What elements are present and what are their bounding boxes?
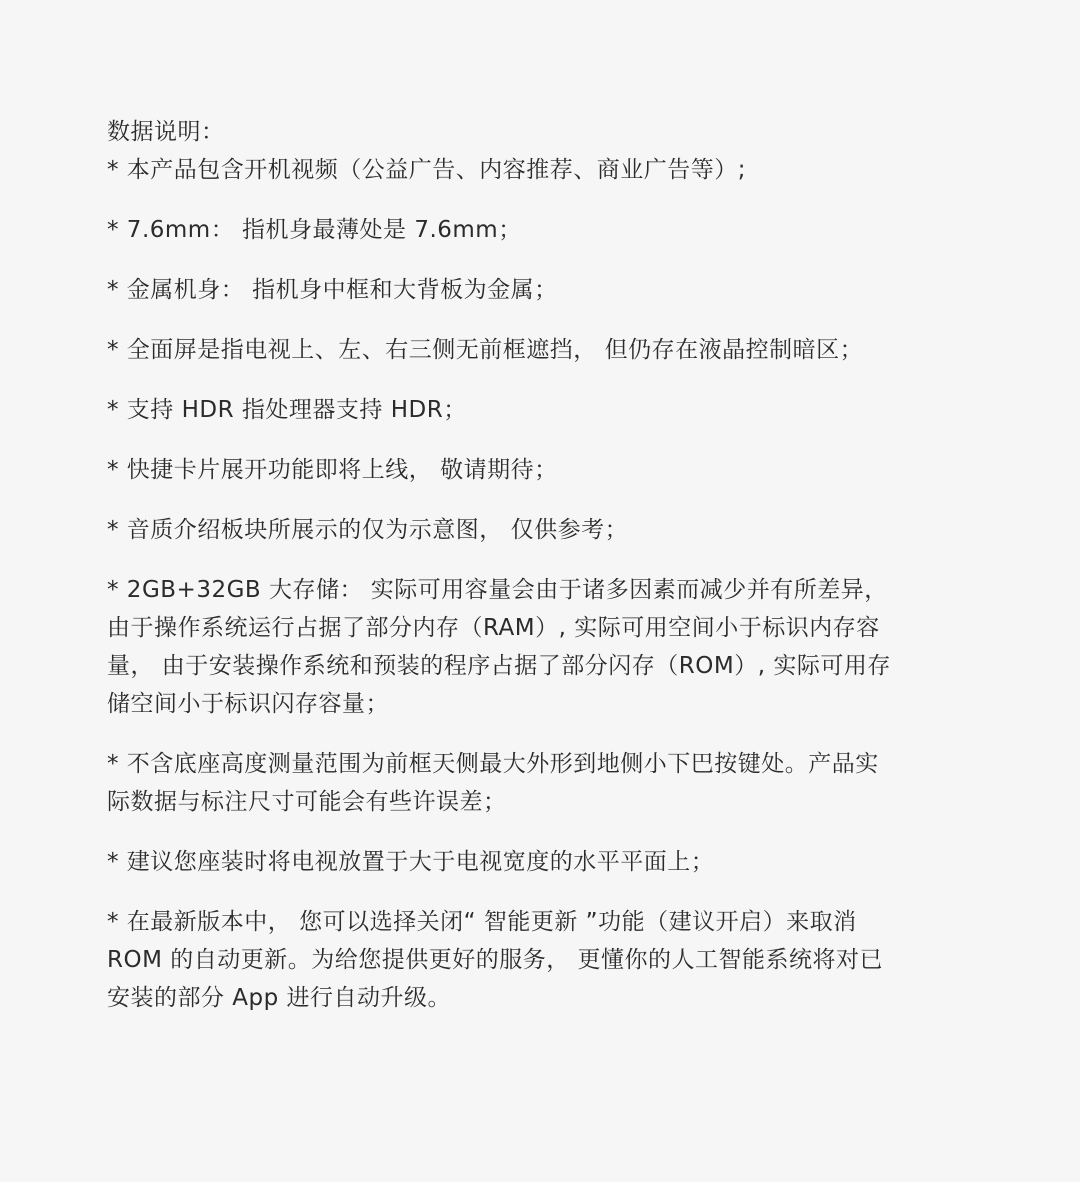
note-line: 际数据与标注尺寸可能会有些许误差； xyxy=(107,789,507,815)
note-thickness xyxy=(107,211,1007,249)
note-line: * 金属机身： 指机身中框和大背板为金属； xyxy=(107,277,558,303)
note-line: 安装的部分 App 进行自动升级。 xyxy=(107,985,452,1011)
note-hdr xyxy=(107,391,1007,429)
note-auto-update xyxy=(107,903,1007,1017)
note-line: ROM 的自动更新。为给您提供更好的服务， 更懂你的人工智能系统将对已 xyxy=(107,947,884,973)
note-audio-diagram xyxy=(107,511,1007,549)
note-line: * 不含底座高度测量范围为前框天侧最大外形到地侧小下巴按键处。产品实 xyxy=(107,751,879,777)
note-full-screen xyxy=(107,331,1007,369)
note-dimensions xyxy=(107,745,1007,821)
note-line: * 全面屏是指电视上、左、右三侧无前框遮挡， 但仍存在液晶控制暗区； xyxy=(107,337,864,363)
note-line: 量， 由于安装操作系统和预装的程序占据了部分闪存（ROM）, 实际可用存 xyxy=(107,653,891,679)
note-line: * 支持 HDR 指处理器支持 HDR； xyxy=(107,397,467,423)
note-line: * 建议您座装时将电视放置于大于电视宽度的水平平面上； xyxy=(107,849,715,875)
note-line: 储空间小于标识闪存容量； xyxy=(107,691,389,717)
note-line: * 音质介绍板块所展示的仅为示意图， 仅供参考； xyxy=(107,517,629,543)
notes-heading: 数据说明： xyxy=(107,119,225,145)
note-line: * 7.6mm： 指机身最薄处是 7.6mm； xyxy=(107,217,522,243)
note-line: * 在最新版本中， 您可以选择关闭“ 智能更新 ”功能（建议开启）来取消 xyxy=(107,909,857,935)
note-line: 由于操作系统运行占据了部分内存（RAM）, 实际可用空间小于标识内存容 xyxy=(107,615,880,641)
note-storage xyxy=(107,571,1007,723)
note-line: * 快捷卡片展开功能即将上线， 敬请期待； xyxy=(107,457,558,483)
note-boot-video xyxy=(107,151,1007,189)
notes-document xyxy=(107,113,1007,1039)
note-placement xyxy=(107,843,1007,881)
note-quick-cards xyxy=(107,451,1007,489)
note-line: * 本产品包含开机视频（公益广告、内容推荐、商业广告等）; xyxy=(107,157,747,183)
note-line: * 2GB+32GB 大存储： 实际可用容量会由于诸多因素而减少并有所差异， xyxy=(107,577,888,603)
note-metal-body xyxy=(107,271,1007,309)
